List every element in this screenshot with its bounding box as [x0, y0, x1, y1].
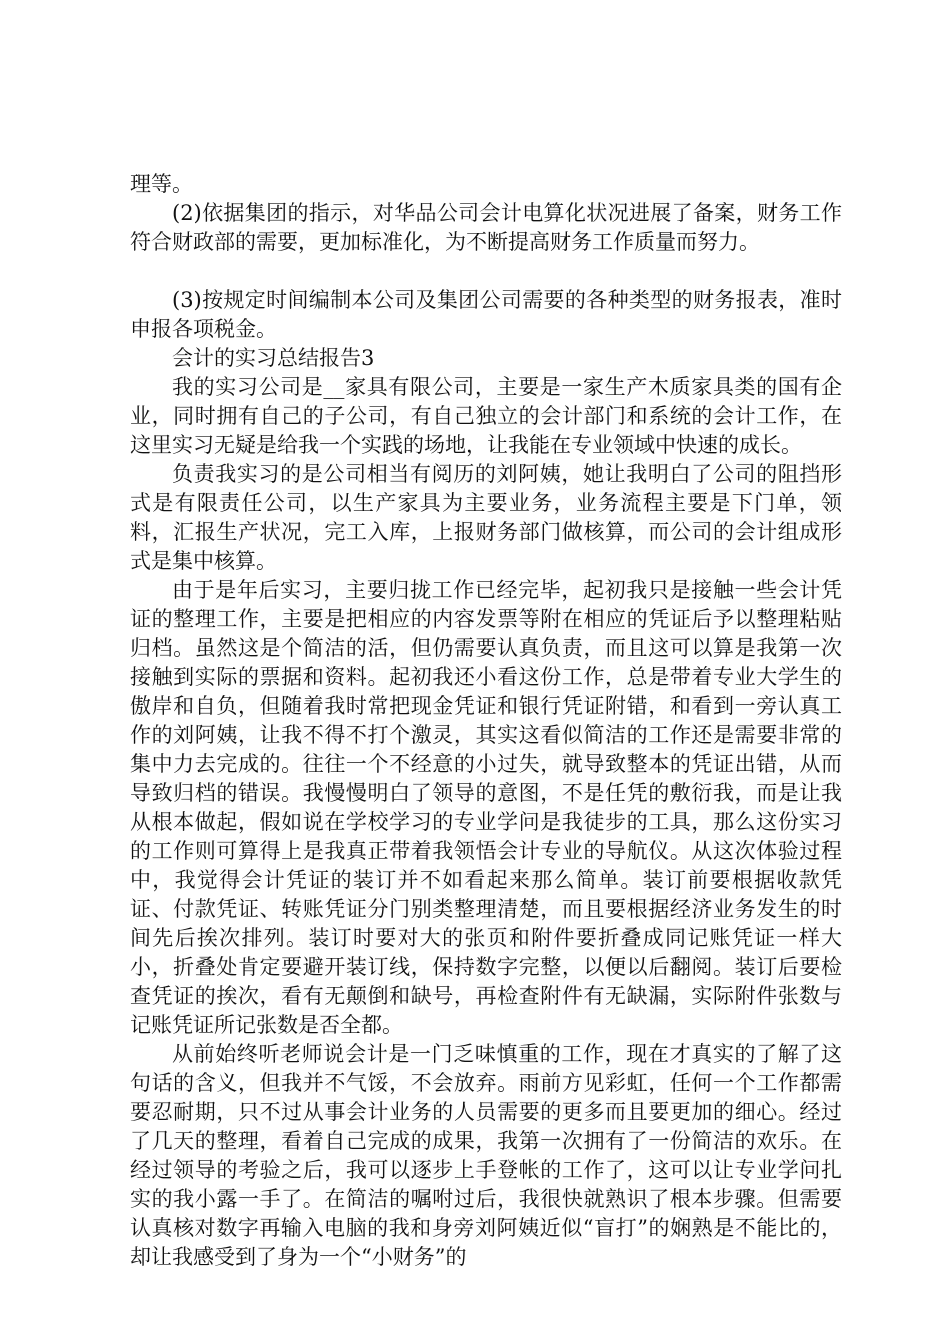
paragraph-continuation: 理等。: [130, 172, 193, 196]
paragraph-item-3: (3)按规定时间编制本公司及集团公司需要的各种类型的财务报表，准时申报各项税金。: [130, 288, 842, 341]
paragraph-supervisor: 负责我实习的是公司相当有阅历的刘阿姨，她让我明白了公司的阻挡形式是有限责任公司，以生产家具为主要业务，业务流程主要是下门单，领料，汇报生产状况，完工入库，上报财务部门做核算，而公司的会计组成形式是集中核算。: [130, 462, 842, 573]
section-heading: 会计的实习总结报告3: [172, 346, 375, 370]
paragraph-reflection: 从前始终听老师说会计是一门乏味慎重的工作，现在才真实的了解了这句话的含义，但我并不气馁，不会放弃。雨前方见彩虹，任何一个工作都需要忍耐期，只不过从事会计业务的人员需要的更多而且要更加的细心。经过了几天的整理，看着自己完成的成果，我第一次拥有了一份简洁的欢乐。在经过领导的考验之后，我可以逐步上手登帐的工作了，这可以让专业学问扎实的我小露一手了。在简洁的嘱咐过后，我很快就熟识了根本步骤。但需要认真核对数字再输入电脑的我和身旁刘阿姨近似“盲打”的娴熟是不能比的，却让我感受到了身为一个“小财务”的: [130, 1042, 842, 1269]
paragraph-item-2: (2)依据集团的指示，对华品公司会计电算化状况进展了备案，财务工作符合财政部的需要，更加标准化，为不断提高财务工作质量而努力。: [130, 201, 842, 254]
paragraph-spacer: [130, 257, 842, 286]
paragraph-voucher-work: 由于是年后实习，主要归拢工作已经完毕，起初我只是接触一些会计凭证的整理工作，主要是把相应的内容发票等附在相应的凭证后予以整理粘贴归档。虽然这是个简洁的活，但仍需要认真负责，而且这可以算是我第一次接触到实际的票据和资料。起初我还小看这份工作，总是带着专业大学生的傲岸和自负，但随着我时常把现金凭证和银行凭证附错，和看到一旁认真工作的刘阿姨，让我不得不打个激灵，其实这看似简洁的工作还是需要非常的集中力去完成的。往往一个不经意的小过失，就导致整本的凭证出错，从而导致归档的错误。我慢慢明白了领导的意图，不是任凭的敷衍我，而是让我从根本做起，假如说在学校学习的专业学问是我徒步的工具，那么这份实习的工作则可算得上是我真正带着我领悟会计专业的导航仪。从这次体验过程中，我觉得会计凭证的装订并不如看起来那么简单。装订前要根据收款凭证、付款凭证、转账凭证分门别类整理清楚，而且要根据经济业务发生的时间先后挨次排列。装订时要对大的张页和附件要折叠成同记账凭证一样大小，折叠处肯定要避开装订线，保持数字完整，以便以后翻阅。装订后要检查凭证的挨次，看有无颠倒和缺号，再检查附件有无缺漏，实际附件张数与记账凭证所记张数是否全都。: [130, 578, 842, 1037]
document-page: [130, 170, 842, 1272]
paragraph-company-intro: 我的实习公司是__家具有限公司，主要是一家生产木质家具类的国有企业，同时拥有自己的子公司，有自己独立的会计部门和系统的会计工作，在这里实习无疑是给我一个实践的场地，让我能在专业领域中快速的成长。: [130, 375, 842, 457]
